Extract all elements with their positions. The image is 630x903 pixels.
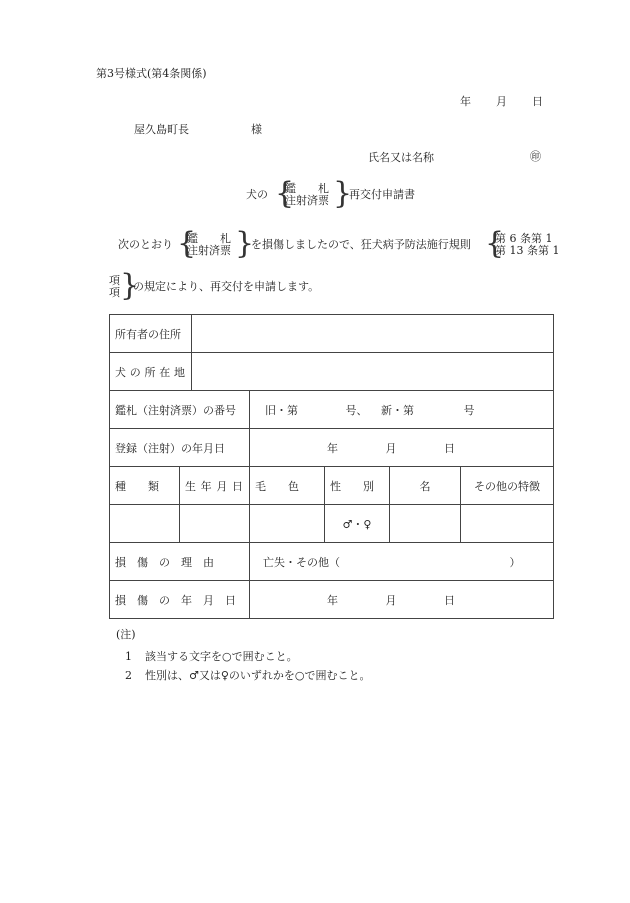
damage-year: 年 — [327, 593, 338, 607]
item-option-2: 項 — [109, 285, 120, 299]
form-number: 第3号様式(第4条関係) — [96, 67, 207, 80]
row-damage-date — [110, 581, 554, 619]
new-number-label: 新・第 — [381, 403, 414, 417]
row-tag-number — [110, 391, 554, 429]
applicant-name-label: 氏名又は名称 — [368, 151, 434, 164]
item-option-1: 項 — [109, 274, 120, 287]
registration-date-label: 登録（注射）の年月日 — [110, 429, 250, 467]
title-left-bracket: { — [275, 176, 295, 211]
col-breed-header: 種 類 — [110, 467, 180, 505]
name-field[interactable] — [390, 505, 461, 543]
dog-location-label — [110, 353, 192, 391]
item-options — [109, 275, 120, 298]
registration-year: 年 — [327, 441, 338, 455]
col-other-header: その他の特徴 — [461, 467, 554, 505]
body-option-vaccine: 注射済票 — [187, 243, 231, 257]
col-birth-text: 生 年 月 日 — [185, 479, 243, 493]
go-label-1: 号、 — [345, 403, 368, 417]
other-field[interactable] — [461, 505, 554, 543]
dog-location-field[interactable] — [192, 353, 554, 391]
owner-address-label: 所有者の住所 — [110, 315, 192, 353]
article-option-6: 第 6 条第 1 — [495, 232, 553, 245]
registration-day: 日 — [444, 441, 455, 455]
article-options — [495, 233, 560, 256]
article-option-13: 第 13 条第 1 — [495, 243, 560, 257]
breed-field[interactable] — [110, 505, 180, 543]
body-line1-start: 次のとおり — [118, 238, 173, 251]
row-column-headers — [110, 467, 554, 505]
owner-address-field[interactable] — [192, 315, 554, 353]
title-options — [285, 183, 329, 206]
dog-location-text: 犬 の 所 在 地 — [115, 365, 185, 379]
damage-date-label: 損 傷 の 年 月 日 — [110, 581, 250, 619]
title-option-vaccine: 注射済票 — [285, 193, 329, 207]
registration-month: 月 — [385, 441, 397, 455]
birth-field[interactable] — [180, 505, 250, 543]
note-2-text: 性別は、♂又は♀のいずれかを○で囲むこと。 — [145, 669, 371, 682]
body-line2-end: の規定により、再交付を申請します。 — [133, 280, 320, 293]
sex-field[interactable]: ♂・♀ — [325, 505, 390, 543]
notes-heading: (注) — [116, 628, 136, 641]
coat-field[interactable] — [250, 505, 325, 543]
body-options — [187, 233, 231, 256]
tag-number-field[interactable] — [250, 391, 554, 429]
title-right-bracket: } — [333, 176, 353, 211]
item-right-bracket: } — [120, 268, 140, 303]
note-2-number: 2 — [125, 669, 132, 682]
damage-day: 日 — [444, 593, 455, 607]
title-prefix: 犬の — [246, 188, 268, 201]
damage-month: 月 — [385, 593, 397, 607]
old-number-label: 旧・第 — [265, 403, 298, 417]
body-right-bracket: } — [235, 226, 255, 261]
honorific: 様 — [251, 123, 262, 136]
go-label-2: 号 — [463, 403, 475, 417]
col-birth-header — [180, 467, 250, 505]
row-damage-reason — [110, 543, 554, 581]
seal-mark: ㊞ — [530, 150, 541, 163]
row-dog-location — [110, 353, 554, 391]
application-table — [109, 314, 554, 619]
registration-date-field[interactable] — [250, 429, 554, 467]
damage-reason-close: ） — [509, 555, 521, 569]
damage-reason-field[interactable] — [250, 543, 554, 581]
body-option-tag: 鑑 札 — [187, 232, 231, 245]
row-dog-details — [110, 505, 554, 543]
addressee: 屋久島町長 — [134, 123, 189, 136]
body-left-bracket: { — [177, 226, 197, 261]
col-sex-header: 性 別 — [325, 467, 390, 505]
col-coat-header: 毛 色 — [250, 467, 325, 505]
damage-reason-label: 損 傷 の 理 由 — [110, 543, 250, 581]
row-registration-date — [110, 429, 554, 467]
title-suffix: 再交付申請書 — [349, 188, 415, 201]
row-owner-address — [110, 315, 554, 353]
date-month-label: 月 — [496, 95, 507, 108]
date-year-label: 年 — [460, 95, 471, 108]
date-day-label: 日 — [532, 95, 543, 108]
article-left-bracket: { — [485, 226, 505, 261]
body-line1-end: を損傷しましたので、狂犬病予防法施行規則 — [251, 238, 471, 251]
damage-reason-value: 亡失・その他（ — [263, 555, 340, 569]
note-1-text: 該当する文字を○で囲むこと。 — [145, 650, 298, 663]
title-option-tag: 鑑 札 — [285, 182, 329, 195]
damage-date-field[interactable] — [250, 581, 554, 619]
col-name-header: 名 — [390, 467, 461, 505]
note-1-number: 1 — [125, 650, 132, 663]
tag-number-label: 鑑札（注射済票）の番号 — [110, 391, 250, 429]
